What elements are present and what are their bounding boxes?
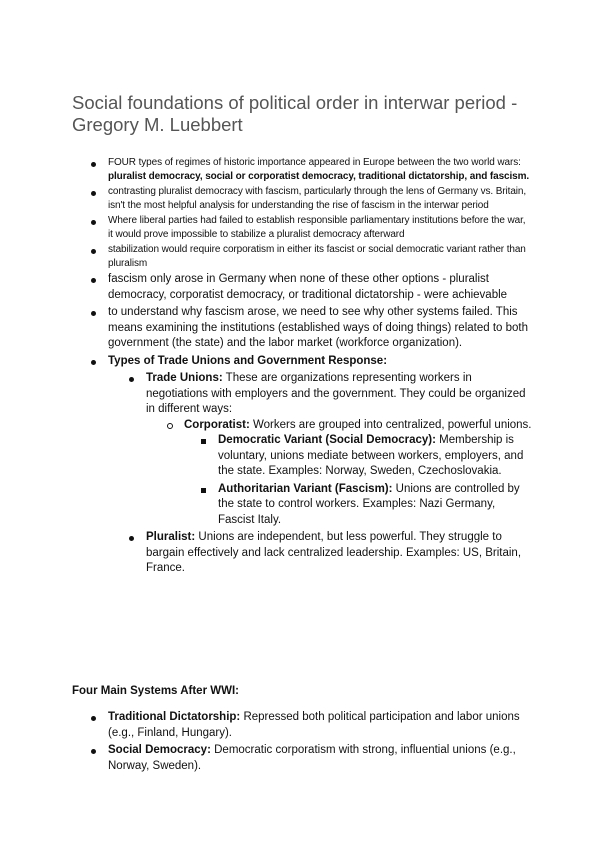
- list-item: Trade Unions: These are organizations representing workers in negotiations with employers and the government. They could be organized in different ways: Corporatist: Workers are grouped into centralized, powerful unions. Democratic Variant (Social Democracy): Membership is voluntary, unions mediate between workers, employers, and the state. Examples: Norway, Sweden, Czechoslovakia. Authoritarian Variant (Fascism): Unions are controlled by the state to control workers. Examples: Nazi Germany, Fascist Italy.: [126, 371, 532, 528]
- list-item: Authoritarian Variant (Fascism): Unions are controlled by the state to control workers. Examples: Nazi Germany, Fascist Italy.: [198, 482, 532, 529]
- list-item: FOUR types of regimes of historic importance appeared in Europe between the two world wars: pluralist democracy, social or corporatist democracy, traditional dictatorship, and fascism.: [88, 156, 532, 183]
- list-item: Democratic Variant (Social Democracy): Membership is voluntary, unions mediate between workers, employers, and the state. Examples: Norway, Sweden, Czechoslovakia.: [198, 433, 532, 480]
- list-item: Corporatist: Workers are grouped into centralized, powerful unions. Democratic Variant (Social Democracy): Membership is voluntary, unions mediate between workers, employers, and the state. Examples: Norway, Sweden, Czechoslovakia. Authoritarian Variant (Fascism): Unions are controlled by the state to control workers. Examples: Nazi Germany, Fascist Italy.: [164, 418, 532, 529]
- notes-list: [88, 156, 532, 579]
- corporatist-sublist: [146, 418, 532, 529]
- page-title: Social foundations of political order in interwar period - Gregory M. Luebbert: [72, 92, 518, 135]
- list-item: Social Democracy: Democratic corporatism with strong, influential unions (e.g., Norway, Sweden).: [88, 743, 532, 774]
- section-heading: Four Main Systems After WWI:: [72, 685, 239, 697]
- list-item: Traditional Dictatorship: Repressed both political participation and labor unions (e.g., Finland, Hungary).: [88, 710, 532, 741]
- list-item: to understand why fascism arose, we need to see why other systems failed. This means examining the institutions (established ways of doing things) related to both government (the state) and the labor market (workforce organization).: [88, 305, 532, 352]
- list-item: Where liberal parties had failed to establish responsible parliamentary institutions before the war, it would prove impossible to stabilize a pluralist democracy afterward: [88, 214, 532, 241]
- list-item: stabilization would require corporatism in either its fascist or social democratic variant rather than pluralism: [88, 243, 532, 270]
- list-item: fascism only arose in Germany when none of these other options - pluralist democracy, corporatist democracy, or traditional dictatorship - were achievable: [88, 272, 532, 303]
- variant-sublist: [184, 433, 532, 528]
- systems-list: [88, 710, 532, 776]
- list-item: contrasting pluralist democracy with fascism, particularly through the lens of Germany vs. Britain, isn't the most helpful analysis for understanding the rise of fascism in the interwar period: [88, 185, 532, 212]
- list-item: Types of Trade Unions and Government Response: Trade Unions: These are organizations representing workers in negotiations with employers and the government. They could be organized in different ways: Corporatist: Workers are grouped into centralized, powerful unions. Democratic Variant (Social Democracy): Membership is voluntary, unions mediate between workers, employers, and the state. Examples: Norway, Sweden, Czechoslovakia. Authoritarian Variant (Fascism): Unions are controlled by the state to control workers. Examples: Nazi Germany, Fascist Italy. Pluralist: Unions are independent, but less powerful. They struggle to bargain effectively and lack centralized leadership. Examples: US, Britain, France.: [88, 354, 532, 577]
- trade-union-sublist: [108, 371, 532, 577]
- list-item: Pluralist: Unions are independent, but less powerful. They struggle to bargain effectively and lack centralized leadership. Examples: US, Britain, France.: [126, 530, 532, 577]
